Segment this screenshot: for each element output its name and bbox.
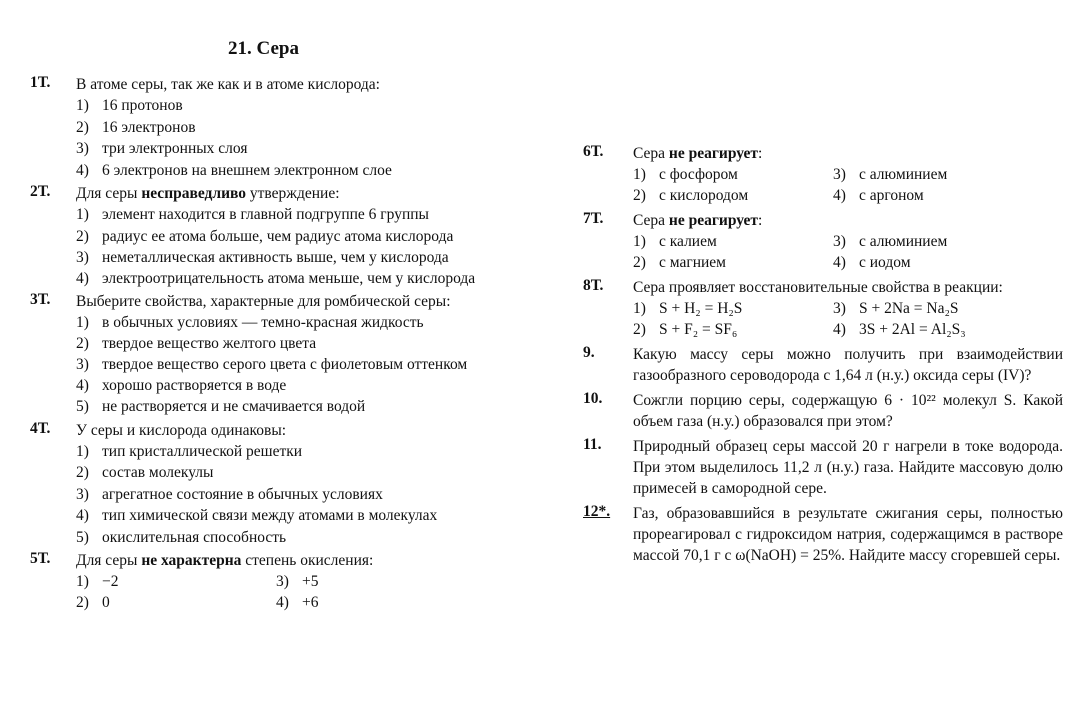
question-emphasis: несправедливо	[141, 185, 247, 202]
option	[633, 231, 833, 252]
option	[76, 117, 510, 139]
task-11	[583, 436, 1063, 499]
task-question: В атоме серы, так же как и в атоме кислорода:	[76, 76, 380, 93]
task-question: Сожгли порцию серы, содержащую 6 · 10²² молекул S. Какой объем газа (н.у.) образовался при этом?	[633, 392, 1063, 430]
option	[76, 462, 510, 484]
task-number: 8Т.	[583, 277, 604, 294]
option-text: с алюминием	[859, 233, 948, 250]
option	[633, 252, 833, 273]
option-text: радиус ее атома больше, чем радиус атома кислорода	[102, 227, 454, 245]
option-number: 4)	[76, 507, 89, 524]
option	[76, 226, 510, 248]
option-text: тип кристаллической решетки	[102, 442, 303, 460]
option-number: 2)	[76, 594, 89, 611]
question-text: :	[758, 145, 763, 162]
task-question	[76, 183, 510, 204]
option	[76, 95, 510, 117]
option-number: 1)	[76, 97, 89, 114]
option-text: с иодом	[859, 254, 911, 271]
option	[633, 164, 833, 185]
question-emphasis: не реагирует	[668, 212, 759, 229]
task-question: Выберите свойства, характерные для ромбической серы:	[76, 292, 451, 310]
option-text: с кислородом	[659, 187, 749, 204]
question-text: Сера	[633, 145, 669, 162]
option-number: 4)	[76, 376, 89, 394]
option-grid	[76, 571, 510, 613]
option-text: с фосфором	[659, 166, 738, 183]
option-number: 3)	[76, 249, 89, 266]
task-number: 10.	[583, 390, 603, 407]
task-8t	[583, 277, 1063, 340]
option-text: с калием	[659, 233, 717, 250]
option	[76, 269, 510, 289]
option	[76, 441, 510, 463]
task-2t	[30, 183, 510, 289]
task-9	[583, 344, 1063, 386]
task-number: 12*.	[583, 503, 611, 520]
task-1t	[30, 74, 510, 181]
right-column	[583, 143, 1063, 566]
option	[76, 484, 510, 506]
task-question: Сера проявляет восстановительные свойства в реакции:	[633, 279, 1003, 296]
question-text: :	[758, 212, 763, 229]
task-5t	[30, 550, 510, 613]
option-text: 16 протонов	[102, 97, 183, 114]
option-number: 3)	[276, 573, 289, 590]
task-10	[583, 390, 1063, 432]
option	[833, 164, 1053, 185]
option-number: 3)	[833, 233, 846, 250]
option-text: 16 электронов	[102, 118, 196, 136]
option-text: не растворяется и не смачивается водой	[102, 398, 366, 415]
option-text: электроотрицательность атома меньше, чем у кислорода	[102, 269, 476, 287]
option-text: с аргоном	[859, 187, 924, 204]
option	[833, 231, 1053, 252]
option-number: 4)	[276, 594, 289, 611]
task-number: 7Т.	[583, 210, 604, 227]
option-number: 2)	[76, 118, 89, 136]
task-question	[633, 210, 1063, 231]
option-text: состав молекулы	[102, 464, 214, 481]
option-number: 3)	[833, 300, 846, 317]
option-text: с магнием	[659, 254, 726, 271]
option-number: 1)	[76, 206, 89, 223]
question-text: Для серы	[76, 185, 142, 202]
option	[76, 527, 510, 549]
option-number: 1)	[633, 166, 646, 183]
option-number: 2)	[633, 187, 646, 204]
task-7t	[583, 210, 1063, 273]
option	[833, 319, 1053, 340]
option	[76, 333, 510, 355]
option	[76, 505, 510, 527]
option-number: 4)	[833, 187, 846, 204]
task-number: 4Т.	[30, 419, 51, 437]
option	[76, 160, 510, 182]
task-4t	[30, 420, 510, 549]
task-number: 6Т.	[583, 143, 604, 160]
option-number: 1)	[633, 300, 646, 317]
option-text: в обычных условиях — темно-красная жидкость	[102, 313, 424, 331]
task-6t	[583, 143, 1063, 206]
option-text: три электронных слоя	[102, 140, 248, 157]
option-number: 4)	[76, 161, 89, 179]
option	[276, 571, 476, 592]
option-number: 1)	[76, 442, 89, 460]
option-text: 6 электронов на внешнем электронном слое	[102, 161, 392, 179]
option-text: S + H₂ = H₂S	[659, 300, 743, 317]
option	[76, 592, 276, 613]
option-number: 3)	[833, 166, 846, 183]
option-number: 2)	[633, 321, 646, 338]
option-text: +6	[302, 594, 319, 611]
option	[76, 138, 510, 160]
option-number: 2)	[76, 227, 89, 245]
option-grid	[633, 231, 1063, 273]
option	[76, 375, 510, 397]
option	[76, 247, 510, 269]
option-text: окислительная способность	[102, 528, 287, 546]
task-question: Газ, образовавшийся в результате сжигания серы, полностью прореагировал с гидроксидом натрия, содержащимся в растворе массой 70,1 г с ω(NaOH) = 25%. Найдите массу сгоревшей серы.	[633, 505, 1063, 564]
option-text: с алюминием	[859, 166, 948, 183]
option	[76, 571, 276, 592]
option-text: агрегатное состояние в обычных условиях	[102, 485, 383, 503]
option-number: 3)	[76, 355, 89, 373]
question-text: степень окисления:	[241, 552, 374, 569]
option-text: твердое вещество серого цвета с фиолетовым оттенком	[102, 355, 468, 373]
task-number: 2Т.	[30, 183, 51, 200]
task-number: 1Т.	[30, 74, 51, 91]
option-text: −2	[102, 573, 119, 590]
option-number: 1)	[633, 233, 646, 250]
option-grid	[633, 164, 1063, 206]
task-number: 11.	[583, 436, 602, 453]
task-question: У серы и кислорода одинаковы:	[76, 421, 287, 439]
option-text: твердое вещество желтого цвета	[102, 335, 317, 352]
question-emphasis: не характерна	[141, 552, 242, 569]
task-12	[583, 503, 1063, 566]
option-number: 2)	[633, 254, 646, 271]
option	[833, 252, 1053, 273]
option-number: 5)	[76, 528, 89, 546]
task-number: 3Т.	[30, 290, 51, 308]
task-number: 5Т.	[30, 550, 51, 567]
option-number: 4)	[76, 269, 89, 287]
question-text: Сера	[633, 212, 669, 229]
option-number: 2)	[76, 464, 89, 481]
task-question: Какую массу серы можно получить при взаимодействии газообразного сероводорода с 1,64 л (н.у.) оксида серы (IV)?	[633, 346, 1063, 384]
page-title: 21. Сера	[228, 38, 299, 59]
question-text: Для серы	[76, 552, 142, 569]
option-text: хорошо растворяется в воде	[102, 376, 287, 394]
option-number: 5)	[76, 398, 89, 415]
option-text: 3S + 2Al = Al₂S₃	[859, 321, 966, 338]
option	[276, 592, 476, 613]
option-text: +5	[302, 573, 319, 590]
option-text: неметаллическая активность выше, чем у кислорода	[102, 249, 449, 266]
question-text: утверждение:	[246, 185, 340, 202]
option	[76, 204, 510, 226]
option-text: тип химической связи между атомами в молекулах	[102, 507, 438, 524]
option-text: S + 2Na = Na₂S	[859, 300, 959, 317]
task-question	[76, 550, 510, 571]
option	[833, 298, 1053, 319]
left-column	[30, 74, 510, 613]
option-number: 3)	[76, 140, 89, 157]
option	[633, 319, 833, 340]
option	[76, 396, 510, 418]
question-emphasis: не реагирует	[668, 145, 759, 162]
option-number: 1)	[76, 313, 89, 331]
task-number: 9.	[583, 344, 595, 361]
option-text: S + F₂ = SF₆	[659, 321, 738, 338]
option	[633, 185, 833, 206]
option-grid	[633, 298, 1063, 340]
option-number: 3)	[76, 485, 89, 503]
option	[76, 355, 510, 375]
option-number: 1)	[76, 573, 89, 590]
option	[76, 312, 510, 334]
option-number: 2)	[76, 335, 89, 352]
task-3t	[30, 291, 510, 418]
option-number: 4)	[833, 321, 846, 338]
task-question: Природный образец серы массой 20 г нагрели в токе водорода. При этом выделилось 11,2 л (н.у.) газа. Найдите массовую долю примесей в самородной сере.	[633, 438, 1063, 497]
option-number: 4)	[833, 254, 846, 271]
option-text: элемент находится в главной подгруппе 6 группы	[102, 206, 429, 223]
option-text: 0	[102, 594, 110, 611]
option	[633, 298, 833, 319]
option	[833, 185, 1053, 206]
task-question	[633, 143, 1063, 164]
